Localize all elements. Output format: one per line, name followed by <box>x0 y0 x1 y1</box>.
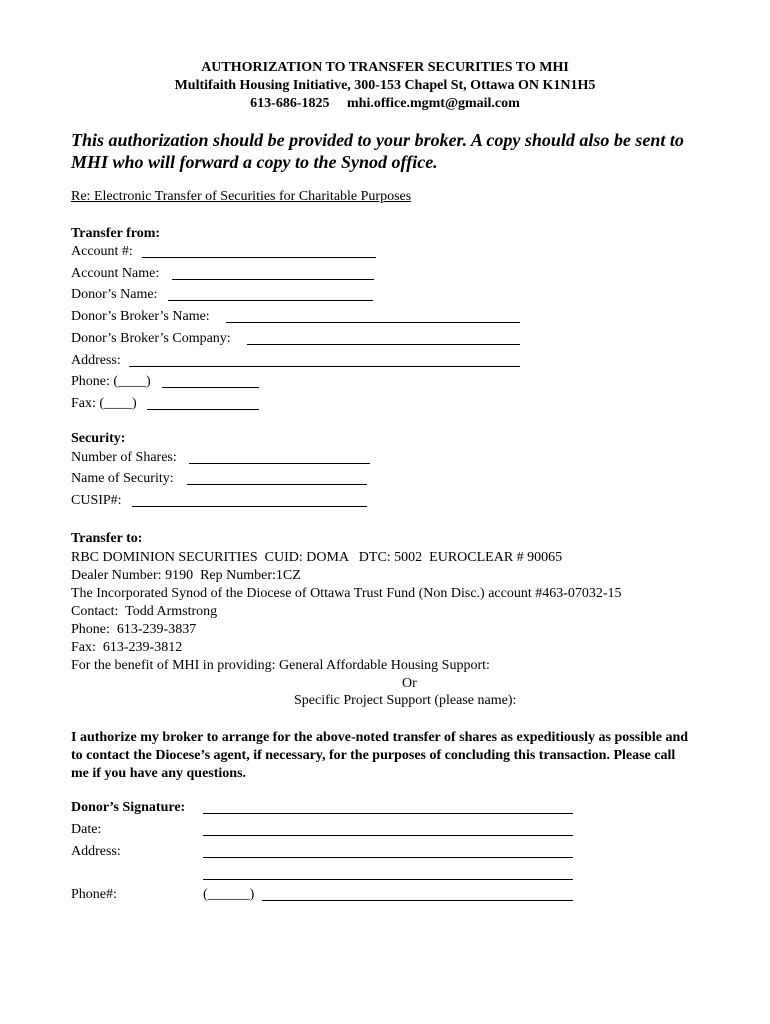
security-heading: Security: <box>71 431 126 446</box>
donor-name-label: Donor’s Name: <box>71 287 158 302</box>
org-contact: 613-686-1825 mhi.office.mgmt@gmail.com <box>250 96 520 111</box>
date-label: Date: <box>71 822 102 837</box>
phone-label: Phone: (____) <box>71 374 151 389</box>
signature-address-field-1[interactable] <box>203 857 573 858</box>
or-text: Or <box>402 676 417 691</box>
rbc-line: RBC DOMINION SECURITIES CUID: DOMA DTC: 5002 EUROCLEAR # 90065 <box>71 550 563 565</box>
signature-phone-area-code: (______) <box>203 887 255 902</box>
org-address: Multifaith Housing Initiative, 300-153 Chapel St, Ottawa ON K1N1H5 <box>174 78 596 93</box>
intro-instructions: This authorization should be provided to your broker. A copy should also be sent to MHI who will forward a copy to the Synod office. <box>71 130 684 172</box>
broker-name-label: Donor’s Broker’s Name: <box>71 309 210 324</box>
phone-field[interactable] <box>162 387 259 388</box>
account-name-field[interactable] <box>172 279 374 280</box>
security-name-field[interactable] <box>187 484 367 485</box>
authorization-statement: I authorize my broker to arrange for the above-noted transfer of shares as expeditiously as possible and to contact the Diocese’s agent, if necessary, for the purposes of concluding this transaction. Please call me if you have any questions. <box>71 730 689 781</box>
form-title: AUTHORIZATION TO TRANSFER SECURITIES TO MHI <box>201 60 569 75</box>
benefit-line: For the benefit of MHI in providing: General Affordable Housing Support: <box>71 658 490 673</box>
specific-project-text: Specific Project Support (please name): <box>294 693 517 708</box>
donor-signature-label: Donor’s Signature: <box>71 800 186 815</box>
num-shares-label: Number of Shares: <box>71 450 177 465</box>
broker-name-field[interactable] <box>226 322 520 323</box>
account-number-label: Account #: <box>71 244 133 259</box>
re-line: Re: Electronic Transfer of Securities for Charitable Purposes <box>71 189 412 204</box>
signature-address-field-2[interactable] <box>203 879 573 880</box>
dealer-line: Dealer Number: 9190 Rep Number:1CZ <box>71 568 301 583</box>
contact-fax-line: Fax: 613-239-3812 <box>71 640 183 655</box>
signature-phone-field[interactable] <box>262 900 573 901</box>
security-name-label: Name of Security: <box>71 471 174 486</box>
contact-line: Contact: Todd Armstrong <box>71 604 218 619</box>
synod-account-line: The Incorporated Synod of the Diocese of Ottawa Trust Fund (Non Disc.) account #463-07032-15 <box>71 586 622 601</box>
address-label: Address: <box>71 353 121 368</box>
fax-field[interactable] <box>147 409 259 410</box>
donor-name-field[interactable] <box>168 300 373 301</box>
account-number-field[interactable] <box>142 257 376 258</box>
address-field[interactable] <box>129 366 520 367</box>
account-name-label: Account Name: <box>71 266 160 281</box>
cusip-label: CUSIP#: <box>71 493 122 508</box>
date-field[interactable] <box>203 835 573 836</box>
contact-phone-line: Phone: 613-239-3837 <box>71 622 197 637</box>
num-shares-field[interactable] <box>189 463 370 464</box>
broker-company-label: Donor’s Broker’s Company: <box>71 331 231 346</box>
signature-address-label: Address: <box>71 844 121 859</box>
transfer-to-heading: Transfer to: <box>71 531 143 546</box>
broker-company-field[interactable] <box>247 344 520 345</box>
donor-signature-field[interactable] <box>203 813 573 814</box>
signature-phone-label: Phone#: <box>71 887 117 902</box>
fax-label: Fax: (____) <box>71 396 137 411</box>
transfer-from-heading: Transfer from: <box>71 226 161 241</box>
cusip-field[interactable] <box>132 506 367 507</box>
